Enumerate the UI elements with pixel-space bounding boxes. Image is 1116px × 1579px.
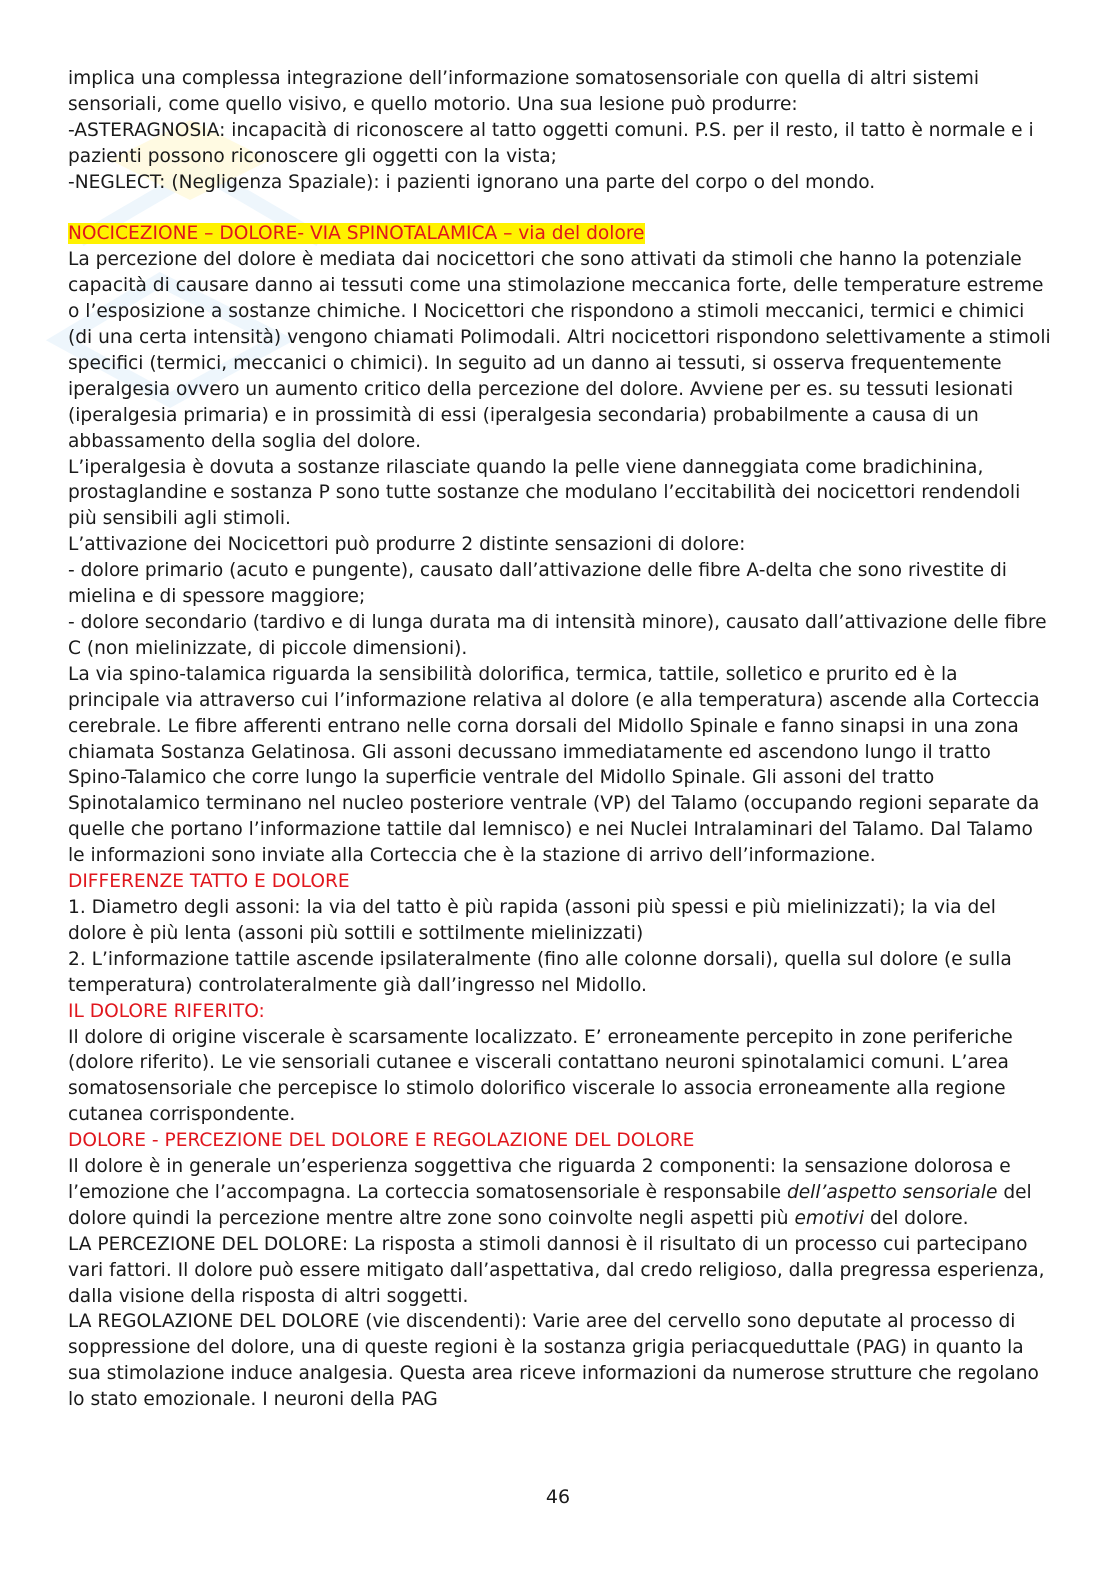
asteragnosia-paragraph: -ASTERAGNOSIA: incapacità di riconoscere al tatto oggetti comuni. P.S. per il resto, il tatto è normale e i pazienti possono riconoscere gli oggetti con la vista; — [68, 119, 1034, 167]
italic-text: emotivi — [794, 1207, 865, 1229]
regolazione-paragraph: LA REGOLAZIONE DEL DOLORE (vie discendenti): Varie aree del cervello sono deputate al processo di soppressione del dolore, una di queste regioni è la sostanza grigia periacqueduttale (PAG) in quanto la sua stimolazione induce analgesia. Questa area riceve informazioni da numerose strutture che regolano lo stato emozionale. I neuroni della PAG — [68, 1311, 1039, 1411]
intro-paragraph: implica una complessa integrazione dell’informazione somatosensoriale con quella di altri sistemi sensoriali, come quello visivo, e quello motorio. Una sua lesione può produrre: — [68, 68, 980, 115]
percezione-paragraph: LA PERCEZIONE DEL DOLORE: La risposta a stimoli dannosi è il risultato di un processo cui partecipano vari fattori. Il dolore può essere mitigato dall’aspettativa, dal credo religioso, dalla pregressa esperienza, dalla visione della risposta di altri soggetti. — [68, 1233, 1045, 1307]
iperalgesia-paragraph: L’iperalgesia è dovuta a sostanze rilasciate quando la pelle viene danneggiata come bradichinina, prostaglandine e sostanza P sono tutte sostanze che modulano l’eccitabilità dei nocicettori rendendoli più sensibili agli stimoli. — [68, 456, 1021, 530]
dolore-primario-item: - dolore primario (acuto e pungente), causato dall’attivazione delle fibre A-delta che sono rivestite di mielina e di spessore maggiore; — [68, 560, 1007, 608]
dolore-riferito-paragraph: Il dolore di origine viscerale è scarsamente localizzato. E’ erroneamente percepito in zone periferiche (dolore riferito). Le vie sensoriali cutanee e viscerali contattano neuroni spinotalamici comuni. L’area somatosensoriale che percepisce lo stimolo dolorifico viscerale lo associa erroneamente alla regione cutanea corrispondente. — [68, 1026, 1013, 1126]
text-run: Il dolore è in generale un’esperienza soggettiva che riguarda 2 componenti: la sensazione dolorosa e l’emozione che l’accompagna. La corteccia somatosensoriale è responsabile — [68, 1156, 1011, 1203]
text-run: del dolore quindi la percezione mentre altre zone sono coinvolte negli aspetti più — [68, 1181, 1032, 1229]
section-heading-differenze: DIFFERENZE TATTO E DOLORE — [68, 871, 350, 893]
dolore-secondario-item: - dolore secondario (tardivo e di lunga durata ma di intensità minore), causato dall’attivazione delle fibre C (non mielinizzate, di piccole dimensioni). — [68, 612, 1047, 659]
page-number: 46 — [545, 1486, 571, 1508]
section-heading-nocicezione — [68, 221, 1053, 247]
highlighted-heading: NOCICEZIONE – DOLORE- VIA SPINOTALAMICA – via del dolore — [68, 223, 645, 245]
dolore-soggettivo-paragraph — [68, 1154, 1053, 1232]
differenze-item-2: 2. L’informazione tattile ascende ipsilateralmente (fino alle colonne dorsali), quella sul dolore (e sulla temperatura) controlateralmente già dall’ingresso nel Midollo. — [68, 948, 1012, 996]
italic-text: dell’aspetto sensoriale — [786, 1181, 998, 1203]
neglect-paragraph: -NEGLECT: (Negligenza Spaziale): i pazienti ignorano una parte del corpo o del mondo. — [68, 171, 876, 193]
section-heading-riferito: IL DOLORE RIFERITO: — [68, 1000, 265, 1022]
text-run: del dolore. — [864, 1207, 969, 1229]
document-body — [68, 66, 1053, 1413]
nocicezione-paragraph: La percezione del dolore è mediata dai nocicettori che sono attivati da stimoli che hanno la potenziale capacità di causare danno ai tessuti come una stimolazione meccanica forte, delle temperature estreme o l’esposizione a sostanze chimiche. I Nocicettori che rispondono a stimoli meccanici, termici e chimici (di una certa intensità) vengono chiamati Polimodali. Altri nocicettori rispondono selettivamente a stimoli specifici (termici, meccanici o chimici). In seguito ad un danno ai tessuti, si osserva frequentemente iperalgesia ovvero un aumento critico della percezione del dolore. Avviene per es. su tessuti lesionati (iperalgesia primaria) e in prossimità di essi (iperalgesia secondaria) probabilmente a causa di un abbassamento della soglia del dolore. — [68, 249, 1051, 452]
section-heading-percezione: DOLORE - PERCEZIONE DEL DOLORE E REGOLAZIONE DEL DOLORE — [68, 1130, 695, 1152]
attivazione-paragraph: L’attivazione dei Nocicettori può produrre 2 distinte sensazioni di dolore: — [68, 534, 746, 556]
differenze-item-1: 1. Diametro degli assoni: la via del tatto è più rapida (assoni più spessi e più mielinizzati); la via del dolore è più lenta (assoni più sottili e sottilmente mielinizzati) — [68, 896, 996, 944]
via-spinotalamica-paragraph: La via spino-talamica riguarda la sensibilità dolorifica, termica, tattile, solletico e prurito ed è la principale via attraverso cui l’informazione relativa al dolore (e alla temperatura) ascende alla Corteccia cerebrale. Le fibre afferenti entrano nelle corna dorsali del Midollo Spinale e fanno sinapsi in una zona chiamata Sostanza Gelatinosa. Gli assoni decussano immediatamente ed ascendono lungo il tratto Spino-Talamico che corre lungo la superficie ventrale del Midollo Spinale. Gli assoni del tratto Spinotalamico terminano nel nucleo posteriore ventrale (VP) del Talamo (occupando regioni separate da quelle che portano l’informazione tattile dal lemnisco) e nei Nuclei Intralaminari del Talamo. Dal Talamo le informazioni sono inviate alla Corteccia che è la stazione di arrivo dell’informazione. — [68, 663, 1040, 867]
